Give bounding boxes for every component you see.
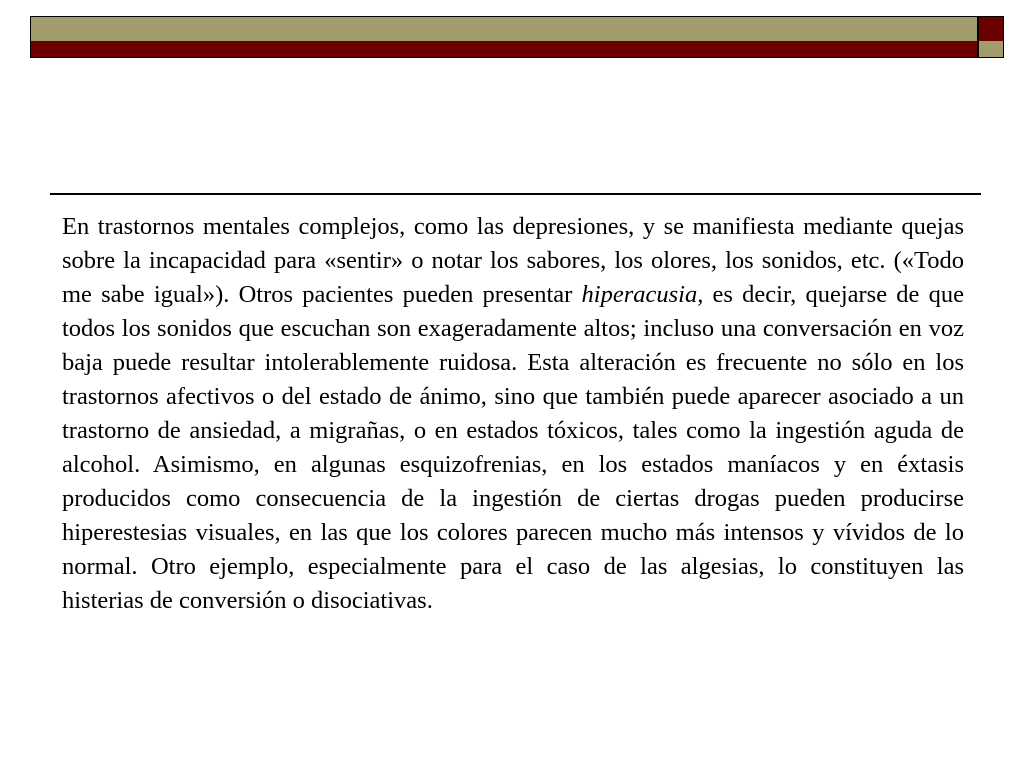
corner-olive-square <box>978 41 1004 58</box>
paragraph-text-start: En trastornos mentales complejos, como las depresiones, y se manifiesta mediante quejas sobre la incapacidad para «sentir» o notar los sabores, los olores, los sonidos, etc. («Todo me sabe igual»). Otros pacientes pueden presentar <box>62 213 964 308</box>
paragraph-text-end: es decir, quejarse de que todos los sonidos que escuchan son exageradamente altos; incluso una conversación en voz baja puede resultar intolerablemente ruidosa. Esta alteración es frecuente no sólo en los trastornos afectivos o del estado de ánimo, sino que también puede aparecer asociado a un trastorno de ansiedad, a migrañas, o en estados tóxicos, tales como la ingestión aguda de alcohol. Asimismo, en algunas esquizofrenias, en los estados maníacos y en éxtasis producidos como consecuencia de la ingestión de ciertas drogas pueden producirse hiperestesias visuales, en las que los colores parecen mucho más intensos y vívidos de lo normal. Otro ejemplo, especialmente para el caso de las algesias, lo constituyen las histerias de conversión o disociativas. <box>62 281 964 614</box>
header-corner-block <box>978 16 1004 58</box>
body-paragraph <box>62 210 964 618</box>
header-maroon-bar <box>30 41 978 58</box>
header-decoration-band <box>30 16 978 58</box>
paragraph-italic-term: hiperacusia, <box>581 281 704 308</box>
title-divider-line <box>50 193 981 195</box>
corner-maroon-square <box>978 16 1004 42</box>
header-olive-bar <box>30 16 978 42</box>
